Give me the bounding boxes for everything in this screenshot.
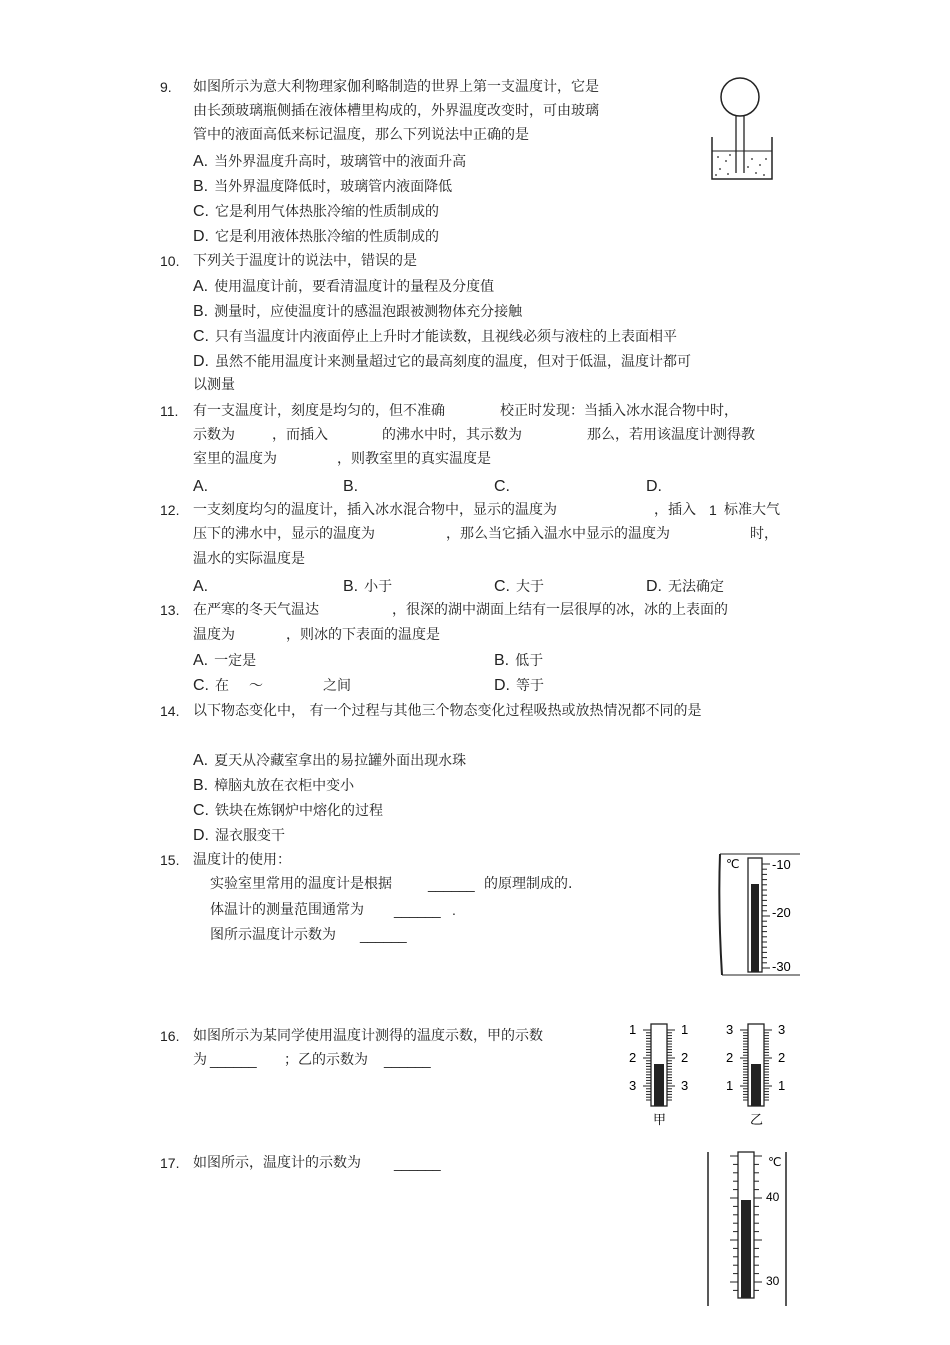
q13-text: 在严寒的冬天气温达 <box>193 602 319 618</box>
q11-text: ，则教室里的真实温度是 <box>337 451 491 467</box>
q12-text: 标准大气 <box>724 502 780 518</box>
q15-text: 实验室里常用的温度计是根据 <box>210 876 392 892</box>
q12-text: ，插入 <box>654 502 696 518</box>
q15-blank-3[interactable]: ______ <box>360 927 407 943</box>
q15-blank-2[interactable]: ______ <box>394 902 441 918</box>
q11-option-a[interactable]: A. <box>193 478 209 495</box>
tick-label: 2 <box>681 1050 689 1065</box>
q13-number: 13. <box>160 602 180 618</box>
q17-blank[interactable]: ______ <box>394 1155 441 1171</box>
figure-caption: 乙 <box>750 1113 764 1128</box>
q11-option-c[interactable]: C. <box>494 478 510 495</box>
q10-option-d[interactable]: D. 虽然不能用温度计来测量超过它的最高刻度的温度，但对于低温，温度计都可 <box>193 353 691 370</box>
q10-number: 10. <box>160 253 180 269</box>
q10-option-a[interactable]: A. 使用温度计前，要看清温度计的量程及分度值 <box>193 278 495 295</box>
tick-label: 40 <box>766 1190 780 1204</box>
q15-blank-1[interactable]: ______ <box>428 876 475 892</box>
q14-stem: 以下物态变化中， 有一个过程与其他三个物态变化过程吸热或放热情况都不同的是 <box>193 703 702 719</box>
q12-option-b[interactable]: B. 小于 <box>343 578 393 595</box>
q15-text: 体温计的测量范围通常为 <box>210 902 364 918</box>
tick-label: 2 <box>726 1050 734 1065</box>
tick-label: 3 <box>629 1078 637 1093</box>
q13-option-c[interactable]: C. 在 ～ 之间 <box>193 677 351 694</box>
tick-label: -10 <box>772 857 791 872</box>
unit-label: ℃ <box>726 857 740 871</box>
q14-option-d[interactable]: D. 湿衣服变干 <box>193 827 285 844</box>
q10-stem: 下列关于温度计的说法中，错误的是 <box>193 253 417 269</box>
q14-number: 14. <box>160 703 180 719</box>
q12-text: 温水的实际温度是 <box>193 551 305 567</box>
q15-stem: 温度计的使用： <box>193 852 291 868</box>
tick-label: 3 <box>778 1022 786 1037</box>
q11-text: 的沸水中时，其示数为 <box>382 427 522 443</box>
q13-text: ，则冰的下表面的温度是 <box>286 627 440 643</box>
q16-text: ；乙的示数为 <box>284 1052 368 1068</box>
q17-thermometer-figure <box>700 1148 800 1310</box>
q13-option-a[interactable]: A. 一定是 <box>193 652 257 669</box>
q11-text: 校正时发现：当插入冰水混合物中时， <box>500 403 738 419</box>
unit-label: ℃ <box>768 1155 782 1169</box>
q16-blank-1[interactable]: ______ <box>210 1052 257 1068</box>
q11-text: 示数为 <box>193 427 235 443</box>
tick-label: 30 <box>766 1274 780 1288</box>
q11-number: 11. <box>160 403 179 419</box>
tick-label: -20 <box>772 905 791 920</box>
tick-label: 1 <box>778 1078 786 1093</box>
q14-option-a[interactable]: A. 夏天从冷藏室拿出的易拉罐外面出现水珠 <box>193 752 467 769</box>
q11-text: ，而插入 <box>272 427 328 443</box>
tick-label: 2 <box>778 1050 786 1065</box>
q12-text: ，那么当它插入温水中显示的温度为 <box>446 526 670 542</box>
q17-text: 如图所示，温度计的示数为 <box>193 1155 361 1171</box>
q12-option-a[interactable]: A. <box>193 578 209 595</box>
tick-label: -30 <box>772 959 791 974</box>
q10-option-d-continuation: 以测量 <box>193 377 235 393</box>
tick-label: 3 <box>681 1078 689 1093</box>
tick-label: 2 <box>629 1050 637 1065</box>
q10-option-b[interactable]: B. 测量时，应使温度计的感温泡跟被测物体充分接触 <box>193 303 523 320</box>
q11-text: 有一支温度计，刻度是均匀的，但不准确 <box>193 403 445 419</box>
q13-text: 温度为 <box>193 627 235 643</box>
q9-option-d[interactable]: D. 它是利用液体热胀冷缩的性质制成的 <box>193 228 439 245</box>
q16-text: 如图所示为某同学使用温度计测得的温度示数，甲的示数 <box>193 1028 543 1044</box>
figure-caption: 甲 <box>653 1113 667 1128</box>
q9-stem-line3: 管中的液面高低来标记温度，那么下列说法中正确的是 <box>193 127 529 143</box>
q16-text: 为 <box>193 1052 207 1068</box>
q12-option-c[interactable]: C. 大于 <box>494 578 544 595</box>
q12-option-d[interactable]: D. 无法确定 <box>646 578 724 595</box>
q11-option-d[interactable]: D. <box>646 478 662 495</box>
q16-thermometer-yi <box>722 1020 792 1130</box>
q9-option-b[interactable]: B. 当外界温度降低时，玻璃管内液面降低 <box>193 178 453 195</box>
q15-text: 的原理制成的. <box>484 876 573 892</box>
q13-text: ，很深的湖中湖面上结有一层很厚的冰，冰的上表面的 <box>392 602 728 618</box>
q9-option-a[interactable]: A. 当外界温度升高时，玻璃管中的液面升高 <box>193 153 467 170</box>
q15-thermometer-figure <box>714 850 804 980</box>
q9-stem-line1: 如图所示为意大利物理家伽利略制造的世界上第一支温度计，它是 <box>193 79 599 95</box>
q16-thermometer-jia <box>625 1020 695 1130</box>
q15-text: 图所示温度计示数为 <box>210 927 336 943</box>
q12-number: 12. <box>160 502 180 518</box>
q13-option-d[interactable]: D. 等于 <box>494 677 544 694</box>
q9-stem-line2: 由长颈玻璃瓶侧插在液体槽里构成的，外界温度改变时，可由玻璃 <box>193 103 599 119</box>
q16-blank-2[interactable]: ______ <box>384 1052 431 1068</box>
tick-label: 3 <box>726 1022 734 1037</box>
q12-text: 1 <box>709 502 717 518</box>
q12-text: 压下的沸水中，显示的温度为 <box>193 526 375 542</box>
tick-label: 1 <box>629 1022 637 1037</box>
q9-option-c[interactable]: C. 它是利用气体热胀冷缩的性质制成的 <box>193 203 439 220</box>
q13-option-b[interactable]: B. 低于 <box>494 652 544 669</box>
q11-text: 室里的温度为 <box>193 451 277 467</box>
liquid-column <box>741 1200 751 1298</box>
liquid-column <box>654 1064 664 1106</box>
galileo-thermometer-figure <box>700 75 790 185</box>
tick-label: 1 <box>681 1022 689 1037</box>
liquid-column <box>751 884 759 972</box>
tick-label: 1 <box>726 1078 734 1093</box>
q12-text: 一支刻度均匀的温度计，插入冰水混合物中，显示的温度为 <box>193 502 557 518</box>
q12-text: 时， <box>750 526 778 542</box>
q16-number: 16. <box>160 1028 180 1044</box>
q17-number: 17. <box>160 1155 180 1171</box>
q14-option-c[interactable]: C. 铁块在炼钢炉中熔化的过程 <box>193 802 383 819</box>
q11-option-b[interactable]: B. <box>343 478 359 495</box>
q11-text: 那么，若用该温度计测得教 <box>587 427 755 443</box>
q10-option-c[interactable]: C. 只有当温度计内液面停止上升时才能读数，且视线必须与液柱的上表面相平 <box>193 328 677 345</box>
q14-option-b[interactable]: B. 樟脑丸放在衣柜中变小 <box>193 777 355 794</box>
q15-number: 15. <box>160 852 180 868</box>
q9-number: 9. <box>160 79 172 95</box>
liquid-column <box>751 1064 761 1106</box>
q15-text: . <box>452 902 456 918</box>
